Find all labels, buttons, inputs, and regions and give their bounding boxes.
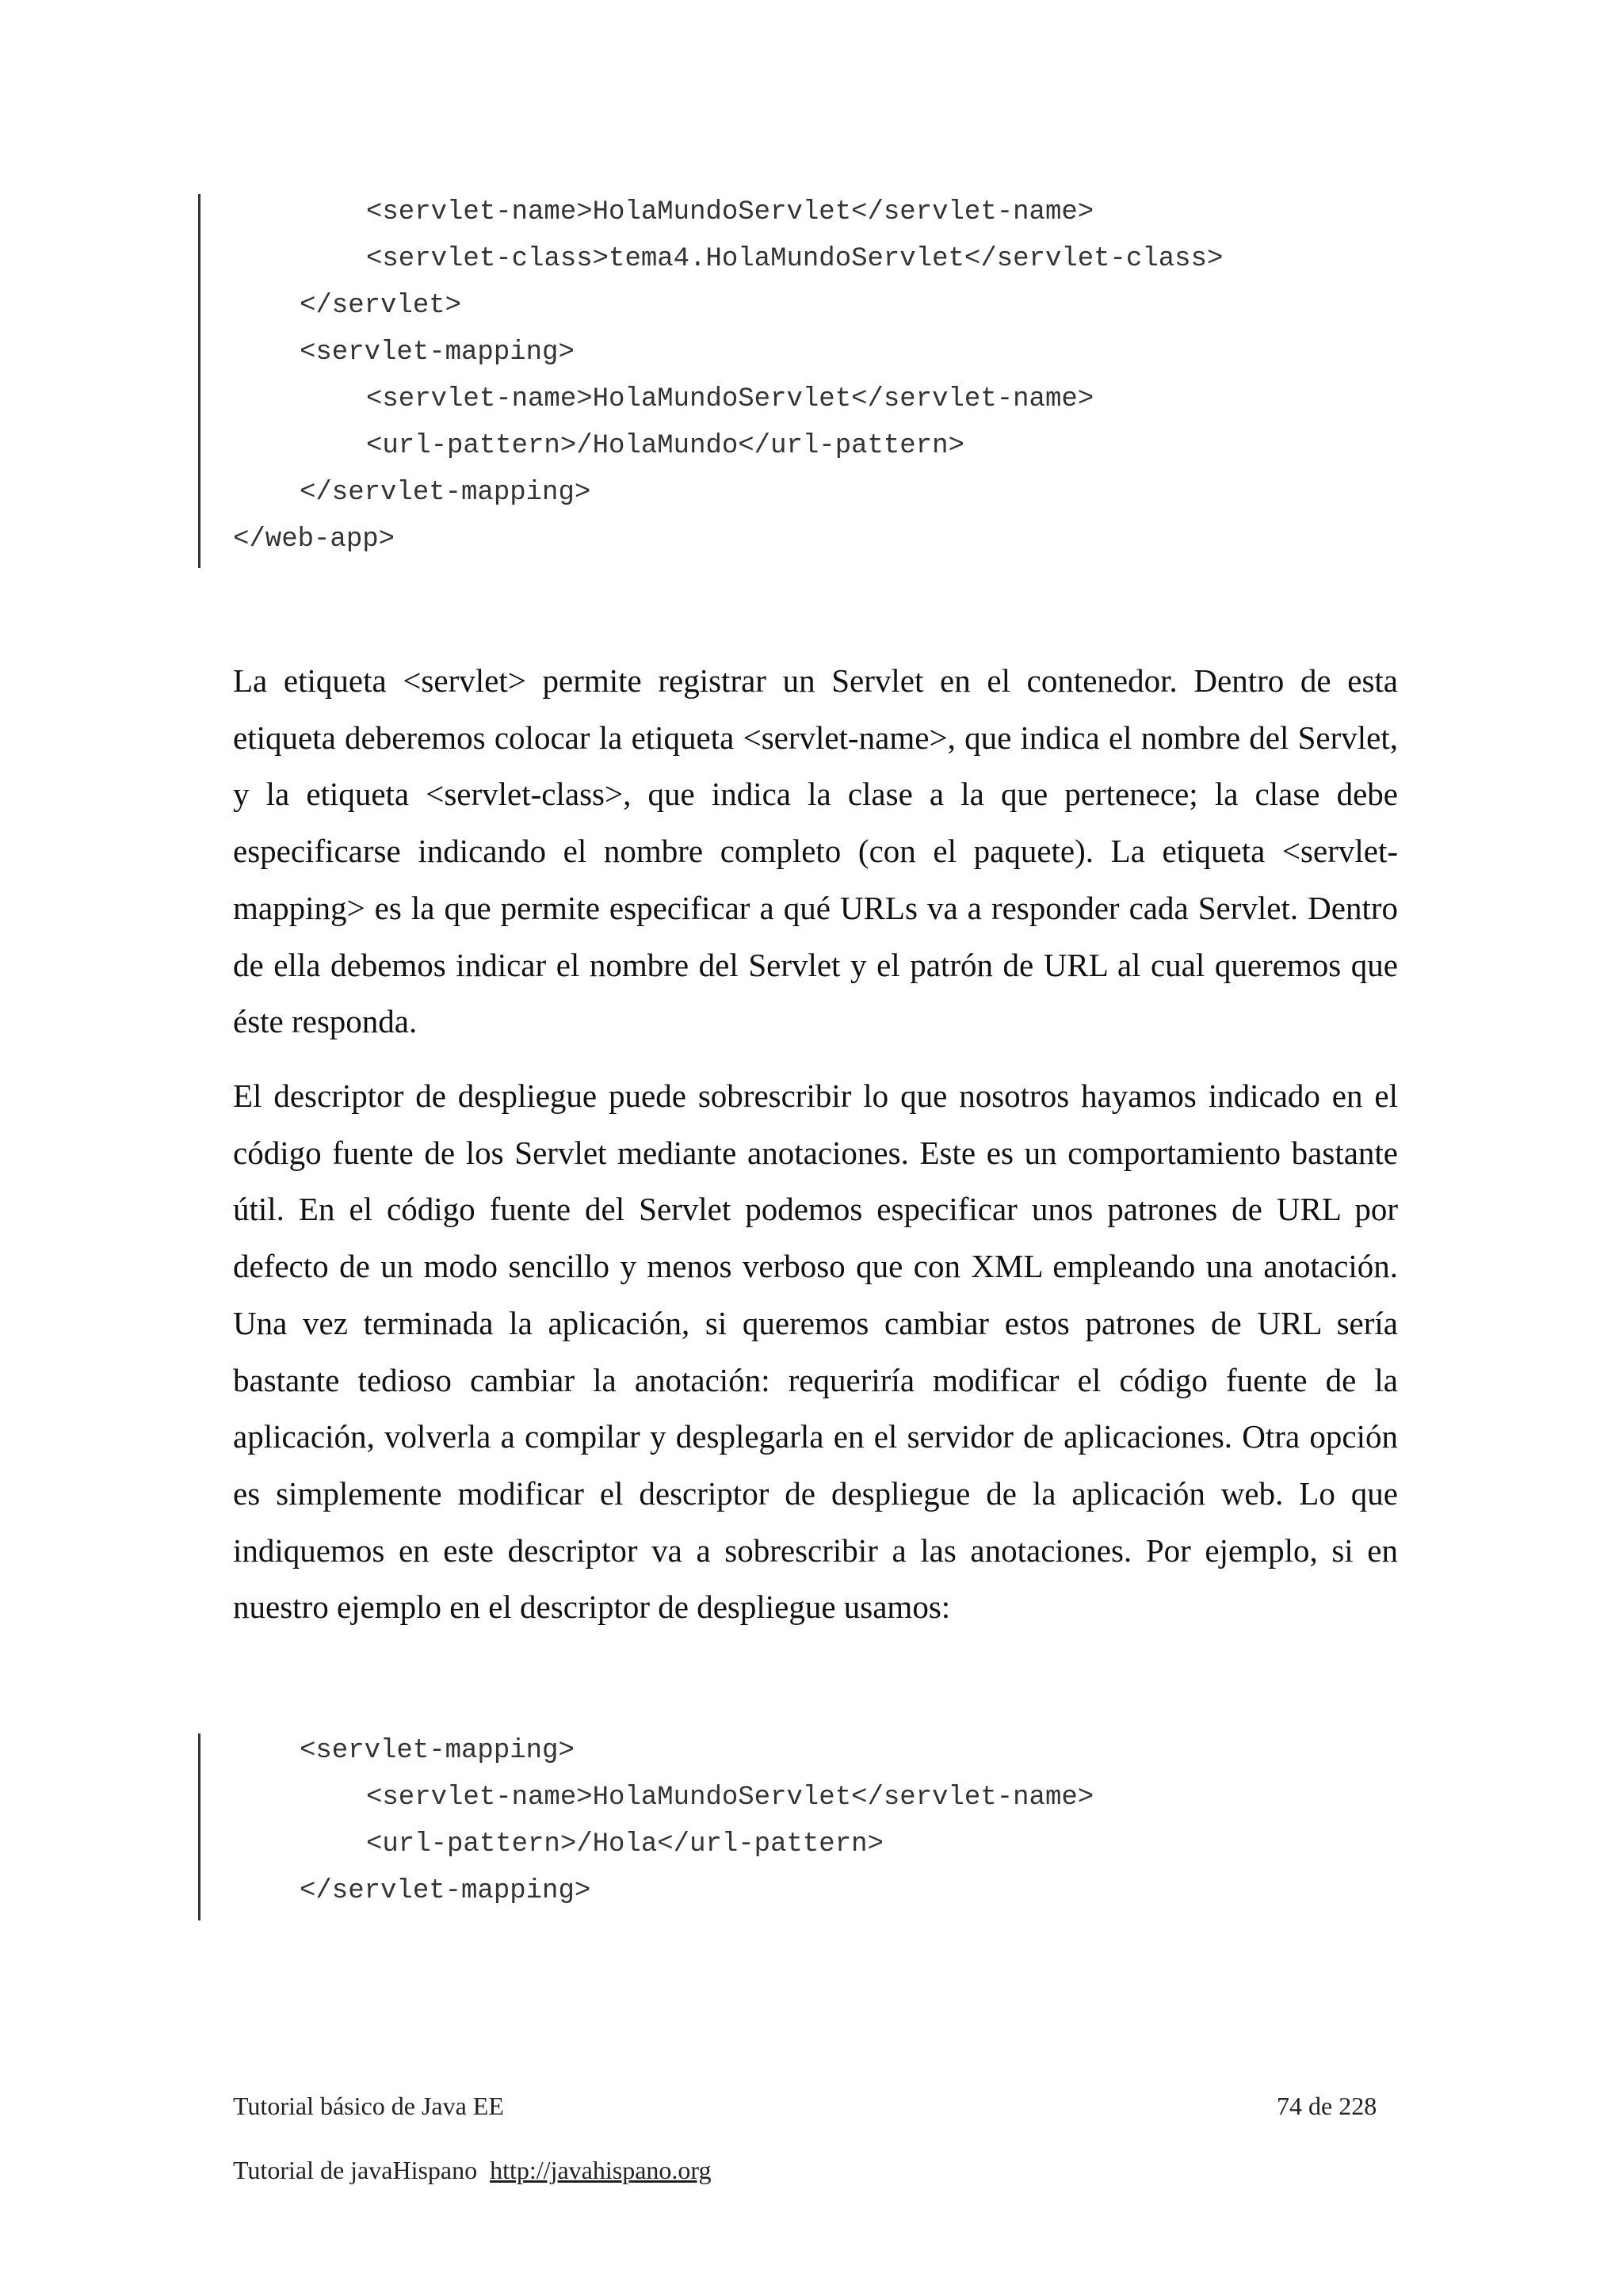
code-line: </web-app>	[233, 524, 395, 555]
footer-publisher: Tutorial de javaHispano	[233, 2156, 478, 2184]
paragraph-descriptor: El descriptor de despliegue puede sobrescribir lo que nosotros hayamos indicado en el código fuente de los Servlet mediante anotaciones. Este es un comportamiento bastante útil. En el código fuente del Servlet podemos especificar unos patrones de URL por defecto de un modo sencillo y menos verboso que con XML empleando una anotación. Una vez terminada la aplicación, si queremos cambiar estos patrones de URL sería bastante tedioso cambiar la anotación: requeriría modificar el código fuente de la aplicación, volverla a compilar y desplegarla en el servidor de aplicaciones. Otra opción es simplemente modificar el descriptor de despliegue de la aplicación web. Lo que indiquemos en este descriptor va a sobrescribir a las anotaciones. Por ejemplo, si en nuestro ejemplo en el descriptor de despliegue usamos:	[233, 1077, 1398, 1626]
code-line: </servlet-mapping>	[300, 478, 591, 508]
footer-url-link[interactable]: http://javahispano.org	[490, 2156, 712, 2184]
footer-page-number: 74 de 228	[1277, 2092, 1377, 2120]
footer-publisher-line	[233, 2154, 711, 2186]
code-line: <servlet-name>HolaMundoServlet</servlet-name>	[366, 197, 1094, 227]
code-block-2-bar	[198, 1733, 200, 1920]
code-line: <servlet-class>tema4.HolaMundoServlet</servlet-class>	[366, 244, 1224, 274]
code-block-1-bar	[198, 194, 200, 568]
footer-book-title: Tutorial básico de Java EE	[233, 2092, 504, 2120]
code-line: <servlet-mapping>	[300, 1736, 575, 1766]
code-line: </servlet>	[300, 291, 462, 321]
code-line: <url-pattern>/Hola</url-pattern>	[366, 1829, 884, 1859]
paragraph-servlet-tags: La etiqueta <servlet> permite registrar un Servlet en el contenedor. Dentro de esta etiqueta deberemos colocar la etiqueta <servlet-name>, que indica el nombre del Servlet, y la etiqueta <servlet-class>, que indica la clase a la que pertenece; la clase debe especificarse indicando el nombre completo (con el paquete). La etiqueta <servlet-mapping> es la que permite especificar a qué URLs va a responder cada Servlet. Dentro de ella debemos indicar el nombre del Servlet y el patrón de URL al cual queremos que éste responda.	[233, 662, 1398, 1040]
code-line: <servlet-mapping>	[300, 338, 575, 368]
code-line: </servlet-mapping>	[300, 1876, 591, 1906]
code-line: <servlet-name>HolaMundoServlet</servlet-name>	[366, 1783, 1094, 1813]
code-line: <servlet-name>HolaMundoServlet</servlet-name>	[366, 384, 1094, 414]
code-line: <url-pattern>/HolaMundo</url-pattern>	[366, 431, 964, 461]
